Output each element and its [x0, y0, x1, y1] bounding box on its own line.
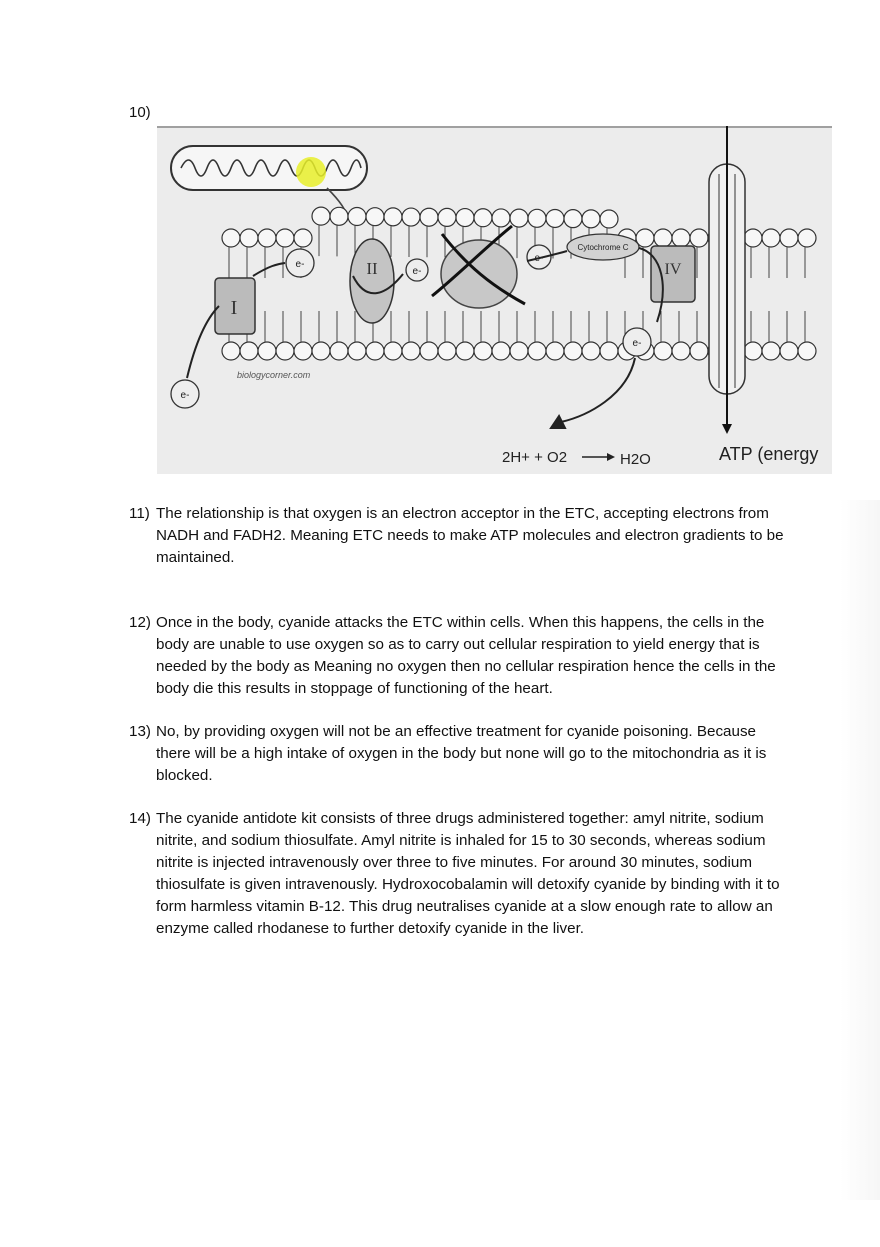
lipid-head [582, 210, 600, 228]
etc-diagram-svg [157, 126, 832, 474]
lipid-head [582, 342, 600, 360]
lipid-head [384, 208, 402, 226]
answer-13-number: 13) [129, 723, 151, 740]
lipid-head [510, 342, 528, 360]
lipid-head [600, 210, 618, 228]
lipid-head [402, 342, 420, 360]
lipid-head [276, 229, 294, 247]
lipid-head [528, 209, 546, 227]
electron-label-3: e- [534, 253, 544, 264]
lipid-head [456, 209, 474, 227]
lipid-head [564, 210, 582, 228]
answer-12-text: Once in the body, cyanide attacks the ETC within cells. When this happens, the cells in the body are unable to use oxygen so as to carry out cellular respiration to yield energy that is needed by the body as Meaning no oxygen then no cellular respiration hence the cells in the body die this results in stoppage of functioning of the heart. [156, 614, 776, 697]
lipid-head [420, 342, 438, 360]
lipid-head [330, 342, 348, 360]
answer-12-number: 12) [129, 614, 151, 631]
lipid-head [222, 342, 240, 360]
answer-12 [129, 612, 789, 700]
lipid-head [672, 342, 690, 360]
answer-14 [129, 808, 789, 940]
lipid-head [402, 208, 420, 226]
complex-1-label: I [230, 297, 238, 319]
cytochrome-label: Cytochrome C [577, 243, 629, 252]
answer-14-number: 14) [129, 810, 151, 827]
lipid-head [780, 342, 798, 360]
lipid-head [348, 342, 366, 360]
lipid-head [222, 229, 240, 247]
question-10-number: 10) [129, 104, 151, 121]
lipid-head [654, 229, 672, 247]
lipid-head [438, 208, 456, 226]
answer-14-text: The cyanide antidote kit consists of three drugs administered together: amyl nitrite, sodium nitrite, and sodium thiosulfate. Amyl nitrite is inhaled for 15 to 30 seconds, whereas sodium nitrite is injected intravenously over three to five minutes. For around 30 minutes, sodium thiosulfate is given intravenously. Hydroxocobalamin will detoxify cyanide by binding with it to form harmless vitamin B-12. This drug neutralises cyanide at a slow enough rate to allow an enzyme called rhodanese to further detoxify cyanide in the liver. [156, 810, 780, 937]
atp-label: ATP (energy [719, 444, 819, 464]
lipid-head [744, 342, 762, 360]
lipid-head [384, 342, 402, 360]
complex-1 [215, 278, 255, 334]
lipid-head [546, 342, 564, 360]
water-equation [502, 449, 651, 468]
answer-13 [129, 721, 789, 787]
lipid-head [564, 342, 582, 360]
lipid-head [294, 229, 312, 247]
watermark-text: biologycorner.com [237, 370, 311, 380]
lipid-head [258, 342, 276, 360]
lipid-head [672, 229, 690, 247]
lipid-head [438, 342, 456, 360]
lipid-head [456, 342, 474, 360]
atp-synthase [709, 126, 745, 434]
lipid-head [546, 209, 564, 227]
lipid-head [762, 229, 780, 247]
lipid-head [528, 342, 546, 360]
complex-3-crossed [432, 226, 525, 308]
electron-label-5: e- [180, 390, 190, 401]
complex-2-label: II [366, 259, 378, 278]
lipid-head [276, 342, 294, 360]
complex-4-label: IV [664, 261, 682, 278]
lipid-head [762, 342, 780, 360]
lipid-head [366, 208, 384, 226]
lipid-head [600, 342, 618, 360]
lipid-head [492, 209, 510, 227]
lipid-head [348, 208, 366, 226]
lipid-head [492, 342, 510, 360]
lipid-head [690, 342, 708, 360]
electron-label-4: e- [632, 338, 642, 349]
lipid-head [240, 229, 258, 247]
lipid-head [366, 342, 384, 360]
answer-11-text: The relationship is that oxygen is an electron acceptor in the ETC, accepting electrons from NADH and FADH2. Meaning ETC needs to make ATP molecules and electron gradients to be maintained. [156, 505, 784, 566]
lipid-head [312, 207, 330, 225]
lipid-head [330, 207, 348, 225]
lipid-head [780, 229, 798, 247]
lipid-head [258, 229, 276, 247]
electron-label-1: e- [295, 259, 305, 270]
lipid-head [474, 209, 492, 227]
answer-13-text: No, by providing oxygen will not be an effective treatment for cyanide poisoning. Because there will be a high intake of oxygen in the body but none will go to the mitochondria as it is blocked. [156, 723, 767, 784]
complex-4 [651, 246, 695, 302]
lipid-head [798, 342, 816, 360]
answer-11-number: 11) [129, 505, 150, 522]
lipid-head [690, 229, 708, 247]
lipid-head [294, 342, 312, 360]
equation-right: H2O [620, 451, 651, 468]
lipid-head [474, 342, 492, 360]
lipid-head [312, 342, 330, 360]
cytochrome-c [567, 234, 639, 260]
lipid-head [420, 208, 438, 226]
lipid-head [798, 229, 816, 247]
answer-11 [129, 503, 789, 569]
lipid-head [240, 342, 258, 360]
page-edge-shadow [840, 500, 880, 1200]
lipid-head [510, 209, 528, 227]
equation-left: 2H+ + O2 [502, 449, 568, 466]
lipid-head [654, 342, 672, 360]
etc-diagram [157, 126, 832, 474]
lipid-head [744, 229, 762, 247]
electron-label-2: e- [412, 266, 422, 277]
